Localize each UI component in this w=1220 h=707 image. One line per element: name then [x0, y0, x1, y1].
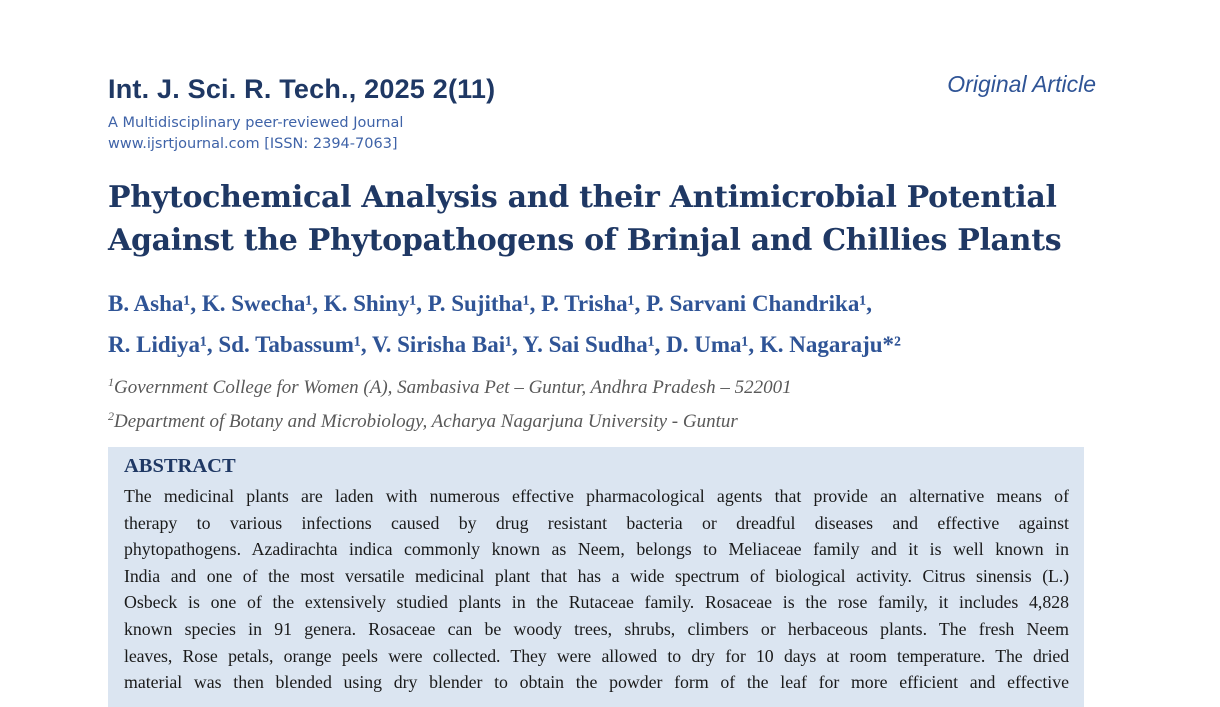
abstract-line: therapy to various infections caused by drug resistant bacteria or dreadful diseases and effective against	[124, 512, 1069, 533]
affiliation-2	[108, 402, 1108, 436]
affiliation-marker: 1	[108, 375, 114, 389]
paper-title-line: Against the Phytopathogens of Brinjal and Chillies Plants	[108, 223, 1062, 258]
paper-title-line: Phytochemical Analysis and their Antimicrobial Potential	[108, 180, 1057, 215]
journal-url-issn: www.ijsrtjournal.com [ISSN: 2394-7063]	[108, 136, 398, 152]
abstract-line: known species in 91 genera. Rosaceae can be woody trees, shrubs, climbers or herbaceous plants. The fresh Neem	[124, 618, 1069, 639]
journal-subheader	[108, 113, 403, 155]
abstract-body	[124, 483, 1069, 696]
author-line: R. Lidiya¹, Sd. Tabassum¹, V. Sirisha Bai¹, Y. Sai Sudha¹, D. Uma¹, K. Nagaraju*²	[108, 332, 901, 357]
author-list	[108, 283, 1118, 365]
abstract-line: material was then blended using dry blender to obtain the powder form of the leaf for more efficient and effective	[124, 672, 1069, 693]
affiliation-list	[108, 368, 1108, 436]
journal-title: Int. J. Sci. R. Tech., 2025 2(11)	[108, 74, 496, 104]
abstract-line: phytopathogens. Azadirachta indica commonly known as Neem, belongs to Meliaceae family and it is well known in	[124, 539, 1069, 560]
affiliation-1	[108, 368, 1108, 402]
abstract-line: The medicinal plants are laden with numerous effective pharmacological agents that provide an alternative means of	[124, 486, 1069, 506]
author-line: B. Asha¹, K. Swecha¹, K. Shiny¹, P. Sujitha¹, P. Trisha¹, P. Sarvani Chandrika¹,	[108, 291, 872, 316]
affiliation-marker: 2	[108, 409, 114, 423]
abstract-line: leaves, Rose petals, orange peels were collected. They were allowed to dry for 10 days at room temperature. The dried	[124, 645, 1069, 666]
affiliation-text: Department of Botany and Microbiology, Acharya Nagarjuna University - Guntur	[114, 411, 738, 432]
abstract-line: India and one of the most versatile medicinal plant that has a wide spectrum of biological activity. Citrus sinensis (L.)	[124, 565, 1069, 586]
affiliation-text: Government College for Women (A), Sambasiva Pet – Guntur, Andhra Pradesh – 522001	[114, 377, 792, 398]
article-type-label: Original Article	[947, 71, 1096, 97]
abstract-line: Osbeck is one of the extensively studied plants in the Rutaceae family. Rosaceae is the rose family, it includes 4,828	[124, 592, 1069, 613]
abstract-box	[108, 447, 1084, 707]
paper-title	[108, 176, 1108, 262]
journal-tagline: A Multidisciplinary peer-reviewed Journal	[108, 115, 404, 131]
abstract-heading: ABSTRACT	[124, 455, 236, 477]
